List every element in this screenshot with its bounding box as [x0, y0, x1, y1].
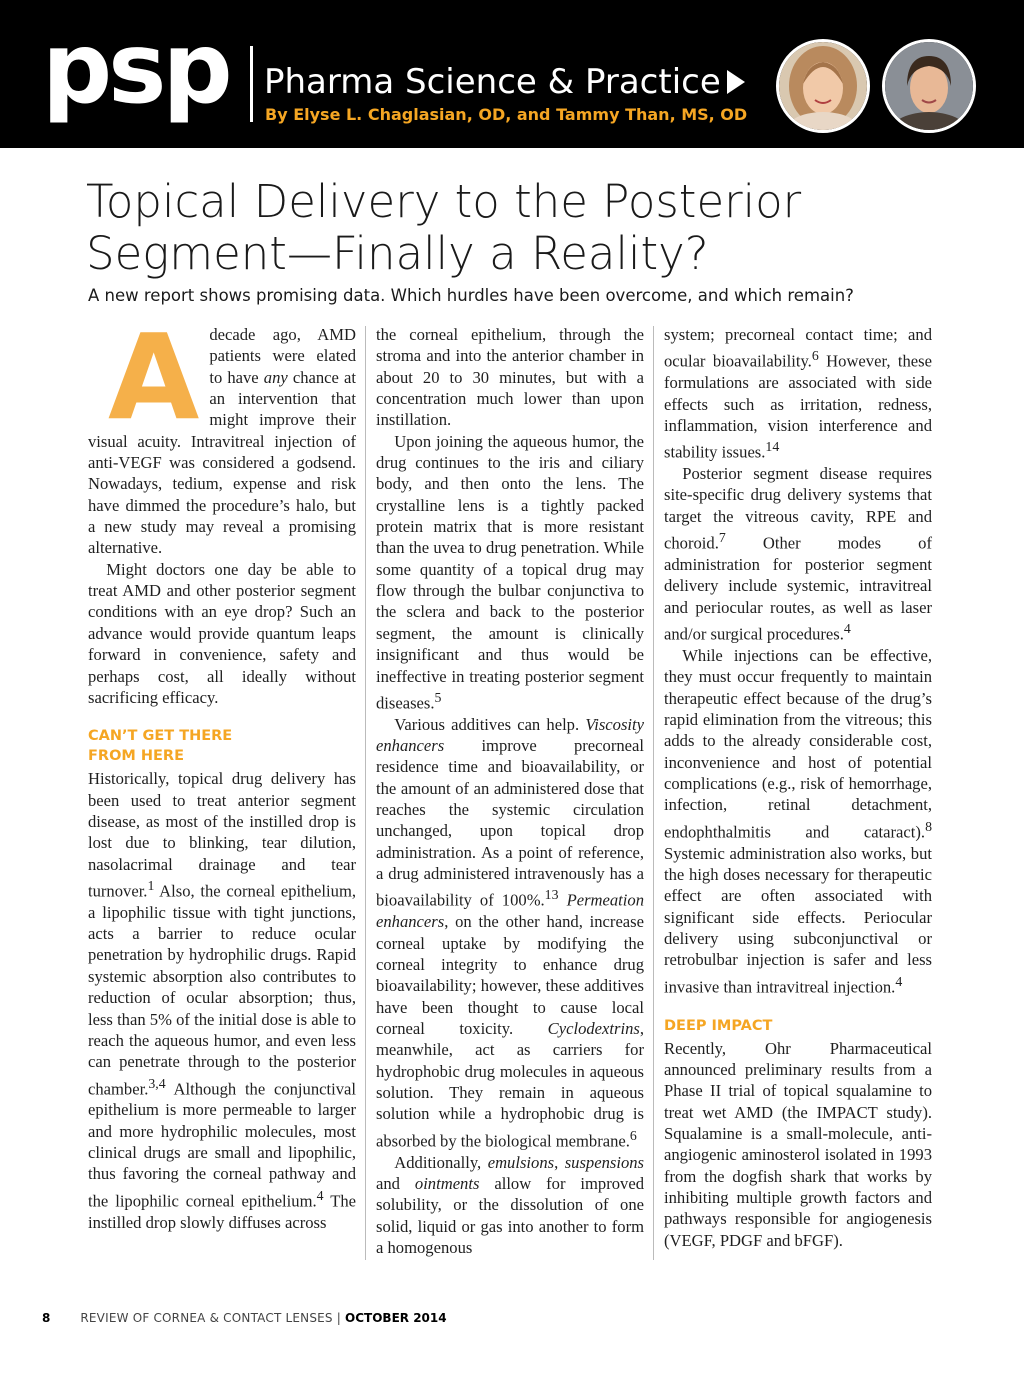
footnote-ref: 13 [544, 887, 559, 903]
section-heading: DEEP IMPACT [664, 1017, 773, 1034]
author-photo-chaglasian [776, 39, 870, 133]
header-banner [0, 0, 1024, 148]
text: Posterior segment disease requires site-specific drug delivery systems that target the vitreous cavity, RPE and choroid. [664, 464, 932, 553]
paragraph [376, 1152, 644, 1259]
text: However, these formulations are associated with side effects such as irritation, redness, inflammation, vision interference and stability issues. [664, 351, 932, 462]
emphasis: any [263, 367, 288, 387]
text: Although the conjunctival epithelium is more permeable to larger and more hydrophilic molecules, most clinical drugs are small and lipophilic, thus favoring the corneal pathway and the lipophilic corneal epithelium. [88, 1079, 356, 1211]
column-2 [376, 324, 644, 1258]
publication-name: REVIEW OF CORNEA & CONTACT LENSES | [80, 1311, 346, 1325]
page-number: 8 [42, 1311, 51, 1325]
emphasis: Viscosity enhancers [376, 714, 644, 756]
emphasis: Permeation enhancers [376, 891, 644, 932]
text: , [554, 1152, 565, 1172]
text: allow for improved solubility, or the dissolution of one solid, liquid or gas into another to form a homogenous [376, 1174, 644, 1258]
play-arrow-icon [727, 70, 745, 94]
paragraph [664, 645, 932, 998]
heading-line: CAN’T GET THERE [88, 728, 233, 745]
emphasis: Cyclodextrins [547, 1019, 640, 1039]
footnote-ref: 7 [718, 530, 726, 546]
paragraph: Recently, Ohr Pharmaceutical announced preliminary results from a Phase II trial of topical squalamine to treat wet AMD (the IMPACT study). Squalamine is a small-molecule, anti-angiogenic aminosterol isolated in 1993 from the dogfish shark that works by inhibiting multiple growth factors and pathways responsible for angiogenesis (VEGF, PDGF and bFGF). [664, 1038, 932, 1250]
paragraph [664, 324, 932, 463]
text: Historically, topical drug delivery has been used to treat anterior segment disease, as most of the instilled drop is lost due to blinking, tear dilution, nasolacrimal drainage and tear turnover. [88, 769, 356, 901]
paragraph [376, 431, 644, 714]
text: Also, the corneal epithelium, a lipophilic tissue with tight junctions, acts a barrier to reduce ocular penetration by hydrophilic drugs. Rapid systemic absorption also contributes to reduction of ocular absorption; thus, less than 5% of the initial dose is able to reach the aqueous humor, and even less can penetrate through to the posterior chamber. [88, 881, 356, 1099]
paragraph [88, 308, 356, 559]
paragraph [376, 714, 644, 1152]
footnote-ref: 4 [843, 621, 851, 637]
psp-logo: psp [42, 12, 229, 126]
text: improve precorneal residence time and bioavailability, or the amount of an administered dose that reaches the systemic circulation unchanged, upon topical drop administration. As a point of reference, a drug administered intravenously has a bioavailability of 100%. [376, 736, 644, 910]
column-divider [653, 326, 654, 1260]
byline: By Elyse L. Chaglasian, OD, and Tammy Than, MS, OD [265, 105, 748, 124]
text: While injections can be effective, they must occur frequently to maintain therapeutic effect because of the drug’s rapid elimination from the vitreous; this adds to the already considerable cost, inconvenience and host of potential complications (e.g., risk of hemorrhage, infection, retinal detachment, endophthalmitis and cataract). [664, 645, 932, 842]
header-divider [250, 46, 253, 122]
issue-date: OCTOBER 2014 [345, 1311, 447, 1325]
page-footer [42, 1311, 447, 1325]
author-photo-than [882, 39, 976, 133]
footnote-ref: 1 [147, 877, 155, 893]
paragraph [88, 768, 356, 1233]
text: Upon joining the aqueous humor, the drug continues to the iris and ciliary body, and then onto the lens. The crystalline lens is a tightly packed protein matrix that is more resistant than the uvea to drug penetration. While some quantity of a topical drug may flow through the bulbar conjunctiva to the sclera and back to the posterior segment, the amount is clinically insignificant and thus would be ineffective in treating posterior segment diseases. [376, 431, 644, 713]
emphasis: emulsions [487, 1152, 555, 1172]
text: Additionally, [394, 1152, 488, 1172]
heading-line: FROM HERE [88, 748, 184, 765]
section-heading [88, 726, 356, 766]
footnote-ref: 6 [629, 1127, 637, 1143]
text: , on the other hand, increase corneal uptake by modifying the corneal integrity to enhance drug bioavailability; however, these additives have been thought to cause local corneal toxicity. [376, 912, 644, 1039]
paragraph: the corneal epithelium, through the stroma and into the anterior chamber in about 20 to 30 minutes, but with a concentration much lower than upon instillation. [376, 325, 644, 430]
paragraph [664, 463, 932, 645]
footnote-ref: 8 [925, 818, 932, 834]
emphasis: suspensions [564, 1152, 645, 1172]
text: Other modes of administration for posterior segment delivery include systemic, intravitreal and periocular routes, as well as laser and/or surgical procedures. [664, 533, 932, 644]
footnote-ref: 4 [895, 973, 903, 989]
column-1 [88, 308, 356, 1233]
column-divider [365, 326, 366, 1260]
paragraph: Might doctors one day be able to treat AMD and other posterior segment conditions with an eye drop? Such an advance would provide quantum leaps forward in convenience, safety and perhaps cost, all ideally without sacrificing efficacy. [88, 559, 356, 707]
article-title [86, 176, 986, 280]
emphasis: ointments [414, 1174, 480, 1193]
drop-cap: A [108, 308, 200, 446]
text: decade ago, AMD patients were elated to have [209, 325, 356, 387]
text: and [376, 1174, 415, 1193]
footnote-ref: 3,4 [148, 1075, 166, 1091]
footnote-ref: 4 [316, 1187, 324, 1203]
text: Various additives can help. [394, 714, 586, 734]
series-title [264, 62, 745, 102]
footnote-ref: 6 [811, 348, 819, 364]
footnote-ref: 5 [434, 689, 442, 705]
text: The instilled drop slowly diffuses across [88, 1191, 356, 1232]
footnote-ref: 14 [765, 439, 780, 455]
title-line-1: Topical Delivery to the Posterior [86, 175, 802, 228]
text: , meanwhile, act as carriers for hydrophobic drug molecules in aqueous solution. They remain in aqueous solution while a hydrophobic drug is absorbed by the biological membrane. [376, 1019, 644, 1151]
text: system; precorneal contact time; and ocular bioavailability. [664, 325, 932, 371]
text: chance at an intervention that might improve their visual acuity. Intravitreal injection of anti-VEGF was considered a godsend. Nowadays, tedium, expense and risk have dimmed the procedure’s halo, but a new study may reveal a promising alternative. [88, 367, 356, 558]
series-title-text: Pharma Science & Practice [264, 62, 721, 102]
column-3 [664, 324, 932, 1251]
text: Systemic administration also works, but the high doses necessary for therapeutic effect are often associated with significant side effects. Periocular delivery using subconjunctival or retrobulbar injection is safer and less invasive than intravitreal injection. [664, 843, 932, 997]
article-deck: A new report shows promising data. Which hurdles have been overcome, and which remain? [88, 286, 854, 305]
title-line-2: Segment—Finally a Reality? [86, 227, 709, 280]
